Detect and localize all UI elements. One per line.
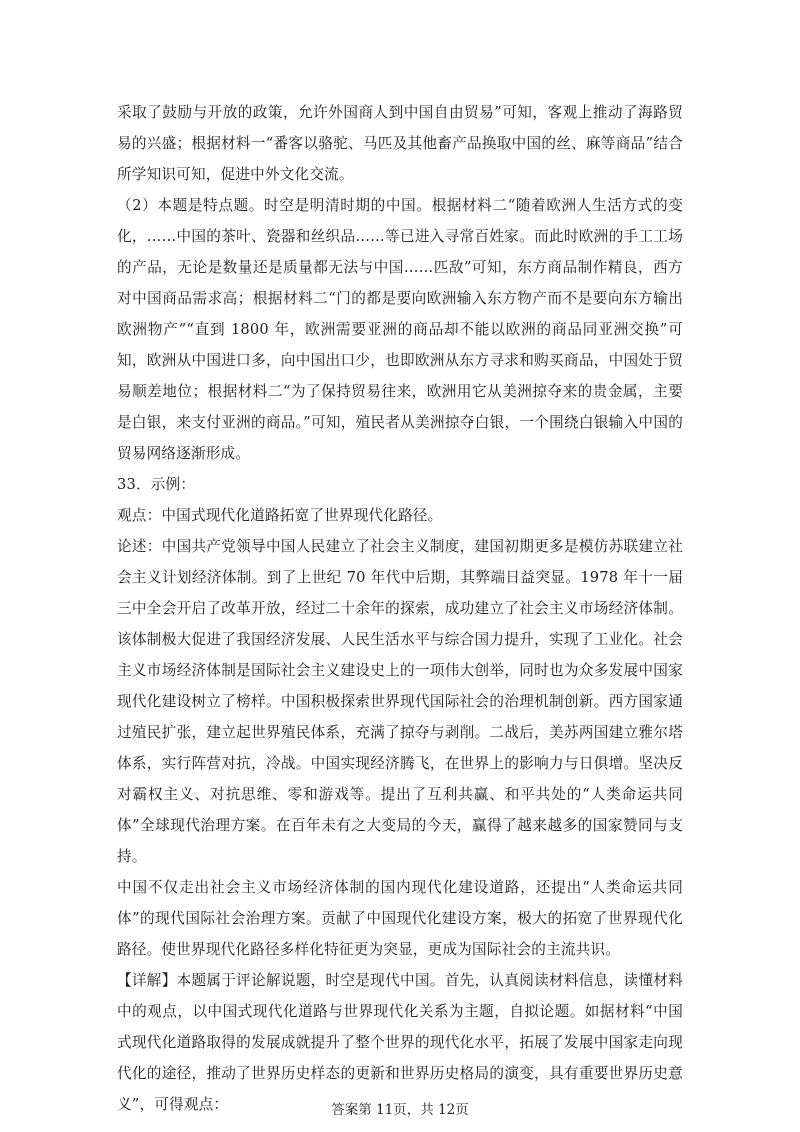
paragraph-question-2-analysis: （2）本题是特点题。时空是明清时期的中国。根据材料二“随着欧洲人生活方式的变化，……中国的茶叶、瓷器和丝织品……等已进入寻常百姓家。而此时欧洲的手工工场的产品，无论是数量还是质量都无法与中国……匹敌”可知，东方商品制作精良，西方对中国商品需求高；根据材料二“门的都是要向欧洲输入东方物产而不是要向东方输出欧洲物产”“直到 1800 年，欧洲需要亚洲的商品却不能以欧洲的商品同亚洲交换”可知，欧洲从中国进口多，向中国出口少，也即欧洲从东方寻求和购买商品，中国处于贸易顺差地位；根据材料二“为了保持贸易往来，欧洲用它从美洲掠夺来的贵金属，主要是白银，来支付亚洲的商品。”可知，殖民者从美洲掠夺白银，一个围绕白银输入中国的贸易网络逐渐形成。 — [117, 197, 683, 462]
paragraph-conclusion: 中国不仅走出社会主义市场经济体制的国内现代化建设道路，还提出“人类命运共同体”的现代国际社会治理方案。贡献了中国现代化建设方案，极大的拓宽了世界现代化路径。使世界现代化路径多样化特征更为突显，更成为国际社会的主流共识。 — [117, 879, 683, 958]
paragraph-detailed-explanation: 【详解】本题属于评论解说题，时空是现代中国。首先，认真阅读材料信息，读懂材料中的观点，以中国式现代化道路与世界现代化关系为主题，自拟论题。如据材料“中国式现代化道路取得的发展成就提升了整个世界的现代化水平，拓展了发展中国家走向现代化的途径，推动了世界历史样态的更新和世界历史格局的演变，具有重要世界历史意义”，可得观点： — [117, 972, 683, 1113]
paragraph-argument: 论述：中国共产党领导中国人民建立了社会主义制度，建国初期更多是模仿苏联建立社会主义计划经济体制。到了上世纪 70 年代中后期，其弊端日益突显。1978 年十一届三中全会开启了改革开放，经过二十余年的探索，成功建立了社会主义市场经济体制。该体制极大促进了我国经济发展、人民生活水平与综合国力提升，实现了工业化。社会主义市场经济体制是国际社会主义建设史上的一项伟大创举，同时也为众多发展中国家现代化建设树立了榜样。中国积极探索世界现代国际社会的治理机制创新。西方国家通过殖民扩张，建立起世界殖民体系，充满了掠夺与剥削。二战后，美苏两国建立雅尔塔体系，实行阵营对抗，冷战。中国实现经济腾飞，在世界上的影响力与日俱增。坚决反对霸权主义、对抗思维、零和游戏等。提出了互利共赢、和平共处的“人类命运共同体”全球现代治理方案。在百年未有之大变局的今天，赢得了越来越多的国家赞同与支持。 — [117, 538, 683, 865]
paragraph-question-33-heading: 33．示例： — [117, 476, 196, 493]
page-number-footer: 答案第 11页，共 12页 — [331, 1102, 469, 1118]
paragraph-material-1-conclusion: 采取了鼓励与开放的政策，允许外国商人到中国自由贸易”可知，客观上推动了海路贸易的兴盛；根据材料一“番客以骆驼、马匹及其他畜产品换取中国的丝、麻等商品”结合所学知识可知，促进中外文化交流。 — [117, 104, 683, 183]
paragraph-viewpoint: 观点：中国式现代化道路拓宽了世界现代化路径。 — [117, 507, 443, 524]
document-body — [117, 97, 683, 1120]
